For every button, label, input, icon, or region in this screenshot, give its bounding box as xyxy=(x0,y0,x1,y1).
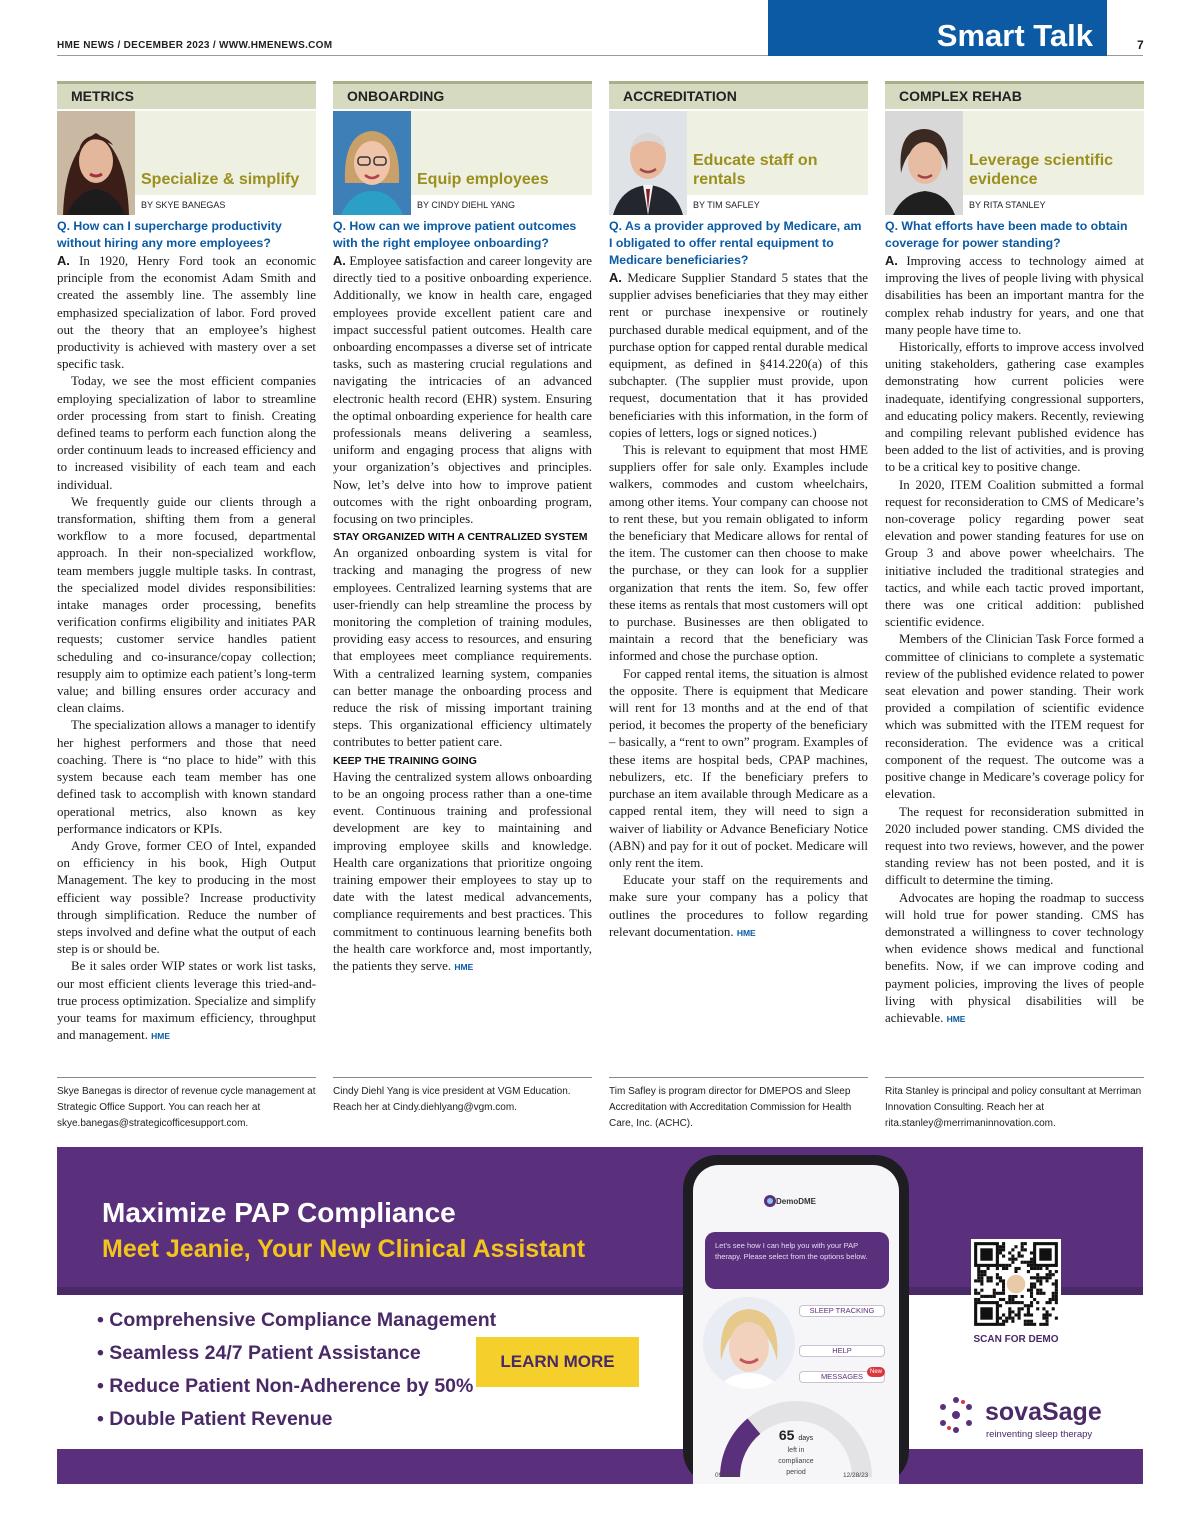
new-badge: New xyxy=(867,1367,885,1377)
section-banner xyxy=(768,0,1107,56)
category-label: ACCREDITATION xyxy=(609,81,868,109)
app-name: DemoDME xyxy=(775,1197,816,1206)
days-remaining xyxy=(693,1427,899,1443)
ad-bullet-list xyxy=(97,1304,496,1436)
paragraph xyxy=(609,269,868,442)
paragraph-text: Medicare Supplier Standard 5 states that the supplier advises beneficiaries that they may either rent or purchase inexpensive or routinely purchased durable medical equipment, and of the purchase option for capped rental durable medical equipment, as defined in §414.220(a) of this subchapter. (The supplier must provide, upon request, documentation that it has provided beneficiaries with this information, in the form of copies of letters, logs or signed notices.) xyxy=(609,271,868,440)
byline: BY CINDY DIEHL YANG xyxy=(411,195,592,215)
sovasage-logo-icon xyxy=(935,1394,977,1436)
paragraph xyxy=(885,631,1144,803)
scan-label: SCAN FOR DEMO xyxy=(973,1334,1059,1345)
paragraph-text: Improving access to technology aimed at improving the lives of people living with physical disabilities has been an important mantra for the complex rehab industry for years, and one that many people have time to. xyxy=(885,254,1144,337)
ad-subheadline: Meet Jeanie, Your New Clinical Assistant xyxy=(102,1235,586,1263)
paragraph xyxy=(57,252,316,373)
paragraph xyxy=(609,442,868,666)
column-accreditation xyxy=(609,81,868,942)
paragraph-text: Historically, efforts to improve access involved uniting stakeholders, gathering case examples demonstrating how current policies were inadequate, identifying congressional supporters, and educating policy makers. Recently, reviewing and compiling relevant published evidence has been added to the list of activities, and is proving to be a critical key to positive change. xyxy=(885,340,1144,475)
folio-line: HME NEWS / DECEMBER 2023 / WWW.HMENEWS.COM xyxy=(57,40,333,51)
chip-messages[interactable]: MESSAGES xyxy=(799,1371,885,1383)
section-title: Smart Talk xyxy=(936,18,1093,53)
gauge-start-date: 09/29/23 xyxy=(715,1472,741,1479)
paragraph xyxy=(885,339,1144,477)
hme-end-tag: HME xyxy=(454,961,474,972)
question: Q. As a provider approved by Medicare, am I obligated to offer rental equipment to Medicare beneficiaries? xyxy=(609,219,862,267)
category-label: COMPLEX REHAB xyxy=(885,81,1144,109)
ad-headline: Maximize PAP Compliance xyxy=(102,1197,456,1228)
paragraph xyxy=(57,838,316,958)
paragraph-text: Members of the Clinician Task Force formed a committee of clinicians to complete a systematic review of the published evidence related to power seat elevation and power standing. Their work provided a compilation of scientific evidence which was submitted with the ITEM request for reconsideration. The evidence was a critical component of the request. The outcome was a positive change in Medicare’s coverage policy for elevation. xyxy=(885,632,1144,802)
author-header xyxy=(57,111,316,215)
answer-lead: A. xyxy=(885,253,898,268)
ad-bullet: • Reduce Patient Non-Adherence by 50% xyxy=(97,1370,496,1403)
byline: BY SKYE BANEGAS xyxy=(135,195,316,215)
paragraph-text: Today, we see the most efficient companies employing specialization of labor to streamline order processing from start to finish. Creating defined teams to perform each function along the order continuum leads to increased efficiency and to increased visibility of each team and each individual. xyxy=(57,374,316,492)
answer-lead: A. xyxy=(609,270,622,285)
byline: BY RITA STANLEY xyxy=(963,195,1144,215)
subhead: STAY ORGANIZED WITH A CENTRALIZED SYSTEM xyxy=(333,531,588,544)
answer-lead: A. xyxy=(57,253,70,268)
paragraph-text: Be it sales order WIP states or work list tasks, our most efficient clients leverage this tried-and-true process optimization. Specialize and simplify your teams for maximum efficiency, throughput and management. xyxy=(57,959,316,1043)
paragraph-text: The request for reconsideration submitted in 2020 included power standing. CMS divided the request into two reviews, however, and the power standing review has not been posted, and it is difficult to determine the timing. xyxy=(885,804,1144,888)
column-metrics xyxy=(57,81,316,1045)
author-bio: Cindy Diehl Yang is vice president at VGM Education. Reach her at Cindy.diehlyang@vgm.com. xyxy=(333,1077,592,1116)
author-photo xyxy=(333,111,411,215)
paragraph xyxy=(57,494,316,718)
chat-bubble: Let’s see how I can help you with your PAP therapy. Please select from the options below. xyxy=(705,1232,889,1289)
category-label: METRICS xyxy=(57,81,316,109)
phone-mockup xyxy=(683,1155,909,1484)
paragraph xyxy=(333,545,592,751)
article-body xyxy=(333,252,592,976)
paragraph-text: For capped rental items, the situation is almost the opposite. There is equipment that Medicare will rent for 13 months and at the end of that period, it becomes the property of the beneficiary – basically, a “rent to own” program. Examples of these items are hospital beds, CPAP machines, nebulizers, etc. If the beneficiary prefers to purchase an item available through Medicare as a capped rental item, they will need to sign a waiver of liability or Advance Beneficiary Notice (ABN) and pay for it out of pocket. Medicare will only rent the item. xyxy=(609,666,868,870)
paragraph xyxy=(57,373,316,493)
paragraph-text: In 1920, Henry Ford took an economic principle from the economist Adam Smith and created the assembly line. The assembly line emphasized specialization of labor. Ford proved out the theory that an employee’s highest productivity is achieved with mastery over a set specific task. xyxy=(57,254,316,372)
page-number: 7 xyxy=(1137,38,1144,52)
byline: BY TIM SAFLEY xyxy=(687,195,868,215)
column-complex-rehab xyxy=(885,81,1144,1028)
article-body xyxy=(885,252,1144,1028)
ad-bullet: • Seamless 24/7 Patient Assistance xyxy=(97,1337,496,1370)
article-body xyxy=(57,252,316,1045)
hme-end-tag: HME xyxy=(736,927,756,938)
paragraph-text: Employee satisfaction and career longevity are directly tied to a positive onboarding experience. Additionally, we know in health care, engaged employees provide excellent patient care and impact successful patient outcomes. Health care onboarding encompasses a diverse set of intricate tasks, such as mastering crucial regulations and navigating the intricacies of an advanced electronic health record (EHR) system. Ensuring the optimal onboarding experience for health care professionals means delivering a seamless, uniform and engaging process that aligns with your organization’s objectives and principles. Now, let’s delve into how to improve patient outcomes with the right onboarding program, focusing on two principles. xyxy=(333,254,592,527)
category-label: ONBOARDING xyxy=(333,81,592,109)
paragraph-text: Andy Grove, former CEO of Intel, expanded on efficiency in his book, High Output Management. The key to producing in the most efficient way possible? Increase productivity through simplification. Reduce the number of steps involved and define what the output of each step is or should be. xyxy=(57,838,316,957)
paragraph xyxy=(885,477,1144,632)
paragraph xyxy=(885,252,1144,339)
author-photo xyxy=(57,111,135,215)
subhead: KEEP THE TRAINING GOING xyxy=(333,754,477,767)
ad-bottom-band xyxy=(57,1449,1143,1484)
paragraph xyxy=(609,872,868,942)
article-headline: Educate staff on rentals xyxy=(693,152,818,188)
paragraph-text: This is relevant to equipment that most HME suppliers offer for sale only. Examples include walkers, commodes and custom wheelchairs, among other items. Your company can choose not to rent these, but you remain obligated to inform the beneficiary that Medicare allows for rental of the item. The customer can then choose to make the purchase, or they can look for a supplier organization that rents the item. So, few offer these items as rentals that most customers will opt to purchase. Businesses are then obligated to maintain a record that the beneficiary was informed and chose the purchase option. xyxy=(609,443,868,664)
paragraph xyxy=(885,804,1144,890)
paragraph-text: The specialization allows a manager to identify her highest performers and those that need coaching. There is “no place to hide” with this system because each team member has one defined task to accomplish with known standard operational metrics, also known as key performance indicators or KPIs. xyxy=(57,718,316,836)
author-header xyxy=(885,111,1144,215)
days-unit: days xyxy=(798,1435,814,1442)
author-header xyxy=(609,111,868,215)
hme-end-tag: HME xyxy=(151,1031,171,1042)
paragraph xyxy=(57,958,316,1045)
chip-sleep-tracking[interactable]: SLEEP TRACKING xyxy=(799,1305,885,1317)
article-body xyxy=(609,269,868,942)
article-headline: Leverage scientific evidence xyxy=(969,152,1114,188)
article-headline: Equip employees xyxy=(417,171,549,188)
question: Q. How can I supercharge productivity without hiring any more employees? xyxy=(57,219,282,250)
paragraph xyxy=(609,666,868,872)
advertisement xyxy=(57,1147,1143,1484)
ad-bullet: • Comprehensive Compliance Management xyxy=(97,1304,496,1337)
author-bio: Rita Stanley is principal and policy consultant at Merriman Innovation Consulting. Reach her at rita.stanley@merrimaninnovation.com. xyxy=(885,1077,1144,1132)
author-bio: Tim Safley is program director for DMEPOS and Sleep Accreditation with Accreditation Commission for Health Care, Inc. (ACHC). xyxy=(609,1077,868,1132)
qr-code-icon[interactable] xyxy=(971,1239,1061,1329)
question: Q. What efforts have been made to obtain coverage for power standing? xyxy=(885,219,1128,250)
paragraph-text: Having the centralized system allows onboarding to be an ongoing process rather than a one-time event. Continuous training and professional development are key to maintaining and improving employee skills and knowledge. Health care organizations that prioritize ongoing training empower their employees to stay up to date with the latest medical advancements, compliance requirements and best practices. This commitment to continuous learning benefits both the health care workforce and, most importantly, the patients they serve. xyxy=(333,769,592,973)
ad-bullet: • Double Patient Revenue xyxy=(97,1403,496,1436)
paragraph-text: Advocates are hoping the roadmap to success will hold true for power standing. CMS has demonstrated a willingness to cover technology when evidence shows medical and functional benefits. Now, if we can improve coding and payment policies, improving the lives of people living with physical disabilities will be achievable. xyxy=(885,890,1144,1025)
answer-lead: A. xyxy=(333,253,346,268)
paragraph xyxy=(57,717,316,837)
paragraph-text: Educate your staff on the requirements and make sure your company has a policy that outlines the procedures to follow regarding relevant documentation. xyxy=(609,873,868,939)
question: Q. How can we improve patient outcomes with the right employee onboarding? xyxy=(333,219,577,250)
author-header xyxy=(333,111,592,215)
author-photo xyxy=(609,111,687,215)
days-label: left in compliance period xyxy=(778,1447,814,1476)
brand-tagline: reinventing sleep therapy xyxy=(986,1429,1093,1440)
chip-help[interactable]: HELP xyxy=(799,1345,885,1357)
hme-end-tag: HME xyxy=(946,1013,966,1024)
paragraph-text: In 2020, ITEM Coalition submitted a formal request for reconsideration to CMS of Medicare’s non-coverage policy regarding power seat elevation and power standing features for use on Group 3 and above power wheelchairs. The initiative included the traditional strategies and tactics, and while each tactic proved important, there was one critical addition: published scientific evidence. xyxy=(885,477,1144,630)
gauge-end-date: 12/28/23 xyxy=(843,1472,869,1479)
phone-screen xyxy=(693,1165,899,1484)
column-onboarding xyxy=(333,81,592,976)
learn-more-button[interactable]: LEARN MORE xyxy=(476,1337,639,1387)
paragraph-text: We frequently guide our clients through a transformation, shifting them from a general workflow to a more focused, departmental approach. In their non-specialized workflow, team members juggle multiple tasks. In contrast, the specialized model divides responsibilities: intake manages order processing, benefits verification confirms eligibility and initiates PAR requests; customer service handles patient scheduling and co-insurance/copay collection; resupply aim to optimize each patient’s long-term value; and billing ensures order accuracy and clean claims. xyxy=(57,494,316,716)
assistant-avatar xyxy=(703,1297,795,1389)
paragraph xyxy=(885,890,1144,1029)
author-photo xyxy=(885,111,963,215)
article-headline: Specialize & simplify xyxy=(141,171,300,188)
brand-name: sovaSage xyxy=(985,1398,1102,1426)
days-value: 65 xyxy=(778,1427,795,1443)
author-bio: Skye Banegas is director of revenue cycle management at Strategic Office Support. You can reach her at skye.banegas@strategicofficesupport.com. xyxy=(57,1077,316,1132)
paragraph xyxy=(333,769,592,976)
paragraph xyxy=(333,252,592,528)
paragraph-text: An organized onboarding system is vital for tracking and managing the progress of new employees. Centralized learning systems that are user-friendly can help streamline the process by monitoring the completion of training modules, providing easy access to resources, and ensuring that employees meet compliance requirements. With a centralized learning system, companies can better manage the onboarding process and reduce the risk of missing important training steps. This organizational efficiency ultimately contributes to better patient care. xyxy=(333,546,592,750)
